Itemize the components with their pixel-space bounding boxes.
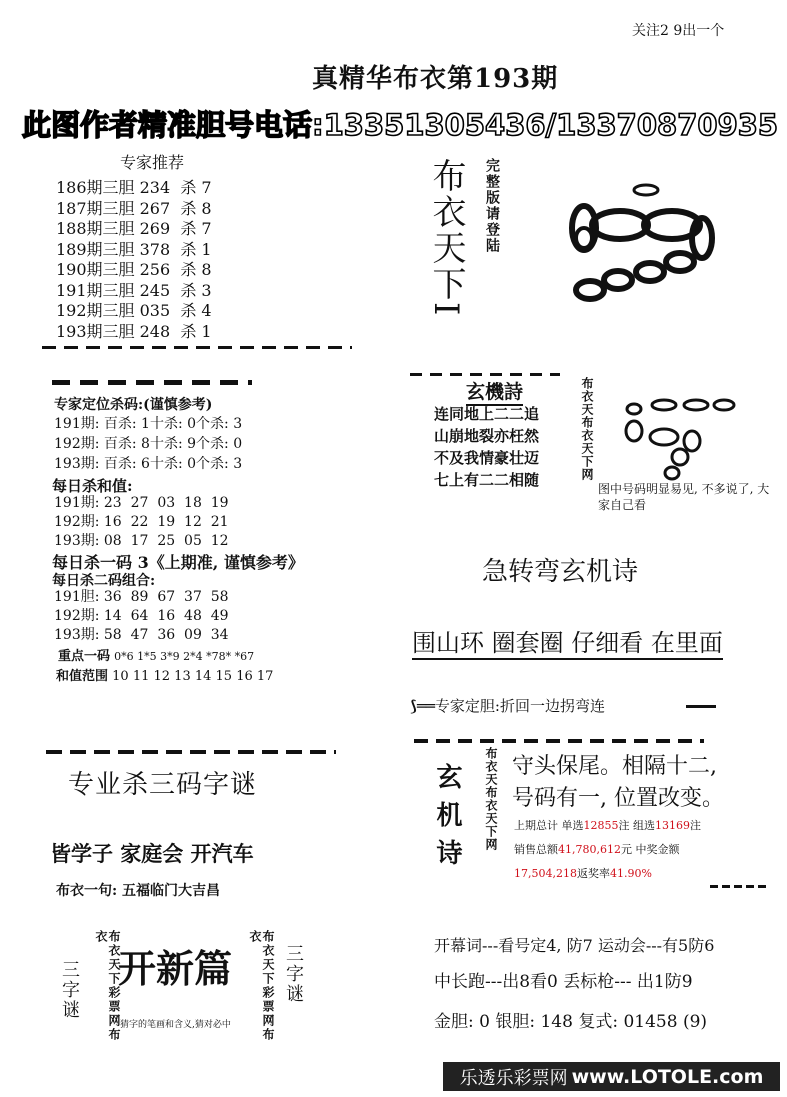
panel-mystic-poem bbox=[410, 735, 780, 895]
two-code-heading: 每日杀二码组合: bbox=[52, 573, 156, 589]
expert-bile-text: 专家定胆:折回一边拐弯连 bbox=[434, 697, 605, 715]
stats-1-mid: 注 组选 bbox=[618, 819, 655, 832]
three-bile-rows bbox=[56, 178, 212, 342]
panel-three-bile bbox=[42, 150, 402, 350]
key-code-line bbox=[58, 645, 254, 664]
three-bile-row: 186期三胆 234 杀 7 bbox=[56, 178, 212, 197]
prediction-line-1: 开幕词---看号定4, 防7 运动会---有5防6 bbox=[434, 936, 715, 955]
panel1-divider bbox=[42, 346, 352, 349]
sum-kill-row: 193期: 08 17 25 05 12 bbox=[54, 533, 229, 549]
expert-bile-line: ⟆══专家定胆:折回一边拐弯连 bbox=[410, 697, 605, 715]
sum-range-values: 10 11 12 13 14 15 16 17 bbox=[112, 669, 274, 684]
two-code-row: 191胆: 36 89 67 37 58 bbox=[54, 589, 229, 605]
buyi-sentence: 布衣一句: 五福临门大吉昌 bbox=[56, 883, 221, 899]
new-chapter-title: 开新篇 bbox=[118, 946, 233, 991]
sum-range-label: 和值范围 bbox=[56, 669, 109, 684]
panel3-top-fragment bbox=[52, 380, 252, 385]
panel6-top-fragment bbox=[46, 750, 336, 754]
top-note: 关注2 9出一个 bbox=[632, 23, 725, 39]
kill-one-code: 每日杀一码 3《上期准, 谨慎参考》 bbox=[52, 553, 304, 572]
panel-word-riddle bbox=[42, 750, 402, 910]
position-kill-row: 193期: 百杀: 6十杀: 0个杀: 3 bbox=[54, 456, 243, 472]
left-riddle-label: 三字谜 bbox=[59, 960, 80, 1020]
stats-prize-amount: 17,504,218 bbox=[514, 867, 577, 880]
expert-bile-rule bbox=[686, 705, 716, 708]
poem-line: 山崩地裂亦枉然 bbox=[434, 427, 540, 445]
prediction-line-2: 中长跑---出8看0 丢标枪--- 出1防9 bbox=[434, 972, 693, 992]
footer-watermark[interactable] bbox=[443, 1062, 780, 1091]
buyi-vertical-title: 布衣天下I bbox=[426, 158, 466, 318]
panel-buyi-chain bbox=[410, 150, 770, 350]
three-bile-row: 190期三胆 256 杀 8 bbox=[56, 260, 212, 279]
panel1-partial-header: 专家推荐 bbox=[120, 153, 185, 172]
riddle-poem-title: 急转弯玄机诗 bbox=[482, 557, 639, 587]
footer-site-cn: 乐透乐彩票网 bbox=[459, 1067, 568, 1089]
two-code-row: 192期: 14 64 16 48 49 bbox=[54, 608, 229, 624]
stats-sales-total: 41,780,612 bbox=[558, 843, 621, 856]
panel4-divider bbox=[410, 373, 560, 376]
poem-lines bbox=[434, 403, 539, 491]
three-bile-row: 189期三胆 378 杀 1 bbox=[56, 239, 212, 259]
three-bile-row: 192期三胆 035 杀 4 bbox=[56, 301, 212, 320]
panel8-bottom-fragment bbox=[710, 885, 770, 888]
sum-range-line bbox=[56, 665, 273, 684]
mystic-side-vertical: 布衣天布衣天下网 bbox=[484, 747, 498, 851]
verse-line-2: 号码有一, 位置改变。 bbox=[512, 786, 724, 811]
word-riddle-line: 皆学子 家庭会 开汽车 bbox=[50, 841, 254, 866]
phone-banner: 此图作者精准胆号电话:13351305436/13370870935 bbox=[22, 108, 779, 142]
stats-2-prefix: 销售总额 bbox=[514, 843, 558, 856]
chain-digit-icon-small bbox=[620, 395, 770, 479]
poem-title: 玄機詩 bbox=[466, 377, 523, 406]
stats-single-count: 12855 bbox=[583, 819, 619, 832]
riddle-poem-line: 围山环 圈套圈 仔细看 在里面 bbox=[412, 623, 723, 660]
three-bile-row: 188期三胆 269 杀 7 bbox=[56, 219, 212, 238]
right-vertical-label: 布衣天下彩票网布衣 bbox=[248, 930, 275, 1042]
stats-1-suffix: 注 bbox=[690, 819, 701, 832]
left-vertical-label: 布衣天下彩票网布衣 bbox=[94, 930, 121, 1042]
panel-new-chapter bbox=[42, 920, 402, 1060]
panel-predictions bbox=[410, 925, 780, 1045]
footer-site-en: www.LOTOLE.com bbox=[571, 1065, 764, 1088]
sum-kill-heading: 每日杀和值: bbox=[52, 477, 133, 495]
panel-kill-codes bbox=[42, 372, 402, 682]
chain-digit-icon bbox=[560, 180, 750, 310]
stats-2-suffix: 元 中奖金额 bbox=[620, 843, 680, 856]
two-code-rows bbox=[54, 588, 229, 645]
position-kill-rows bbox=[54, 414, 242, 474]
poem-line: 不及我情豪壮迈 bbox=[434, 449, 540, 467]
key-code-values: 0*6 1*5 3*9 2*4 *78* *67 bbox=[114, 650, 255, 663]
stats-line-1 bbox=[514, 817, 701, 833]
position-kill-row: 191期: 百杀: 1十杀: 0个杀: 3 bbox=[54, 416, 243, 432]
stats-line-2 bbox=[514, 841, 679, 857]
panel-riddle-poem bbox=[410, 545, 780, 725]
three-bile-row: 191期三胆 245 杀 3 bbox=[56, 280, 212, 300]
verse-line-1: 守头保尾。相隔十二, bbox=[512, 754, 717, 779]
right-riddle-label: 三字谜 bbox=[283, 944, 304, 1004]
prediction-line-3: 金胆: 0 银胆: 148 复式: 01458 (9) bbox=[434, 1012, 708, 1032]
sum-kill-row: 191期: 23 27 03 18 19 bbox=[54, 495, 229, 511]
issue-title: 真精华布衣第193期 bbox=[312, 64, 559, 94]
sum-kill-row: 192期: 16 22 19 12 21 bbox=[54, 514, 229, 530]
new-chapter-note: 猜字的笔画和含义,猜对必中 bbox=[120, 1020, 231, 1030]
kill-code-heading: 专家定位杀码:(谨慎参考) bbox=[54, 397, 213, 413]
stats-group-count: 13169 bbox=[655, 819, 690, 832]
poem-side-vertical: 布衣天布衣天下网 bbox=[580, 377, 594, 481]
mystic-vertical-label: 玄机诗 bbox=[432, 763, 462, 877]
poem-line: 七上有二二相随 bbox=[434, 471, 540, 489]
three-bile-row: 193期三胆 248 杀 1 bbox=[56, 321, 212, 341]
three-bile-row: 187期三胆 267 杀 8 bbox=[56, 198, 212, 218]
stats-3-mid: 返奖率 bbox=[576, 867, 610, 880]
buyi-vertical-note: 完整版请登陆 bbox=[484, 158, 500, 254]
panel8-top-fragment bbox=[414, 739, 704, 743]
sum-kill-rows bbox=[54, 494, 229, 551]
panel-poem bbox=[410, 365, 780, 525]
stats-return-rate: 41.90% bbox=[609, 867, 652, 880]
poem-line: 连同地上二二追 bbox=[434, 405, 540, 423]
stats-1-prefix: 上期总计 单选 bbox=[514, 819, 584, 832]
word-riddle-title: 专业杀三码字谜 bbox=[68, 770, 258, 800]
two-code-row: 193期: 58 47 36 09 34 bbox=[54, 627, 229, 643]
stats-line-3 bbox=[514, 865, 652, 881]
poem-note: 图中号码明显易见, 不多说了, 大家自己看 bbox=[598, 482, 770, 512]
key-code-label: 重点一码 bbox=[58, 649, 111, 664]
position-kill-row: 192期: 百杀: 8十杀: 9个杀: 0 bbox=[54, 436, 243, 452]
